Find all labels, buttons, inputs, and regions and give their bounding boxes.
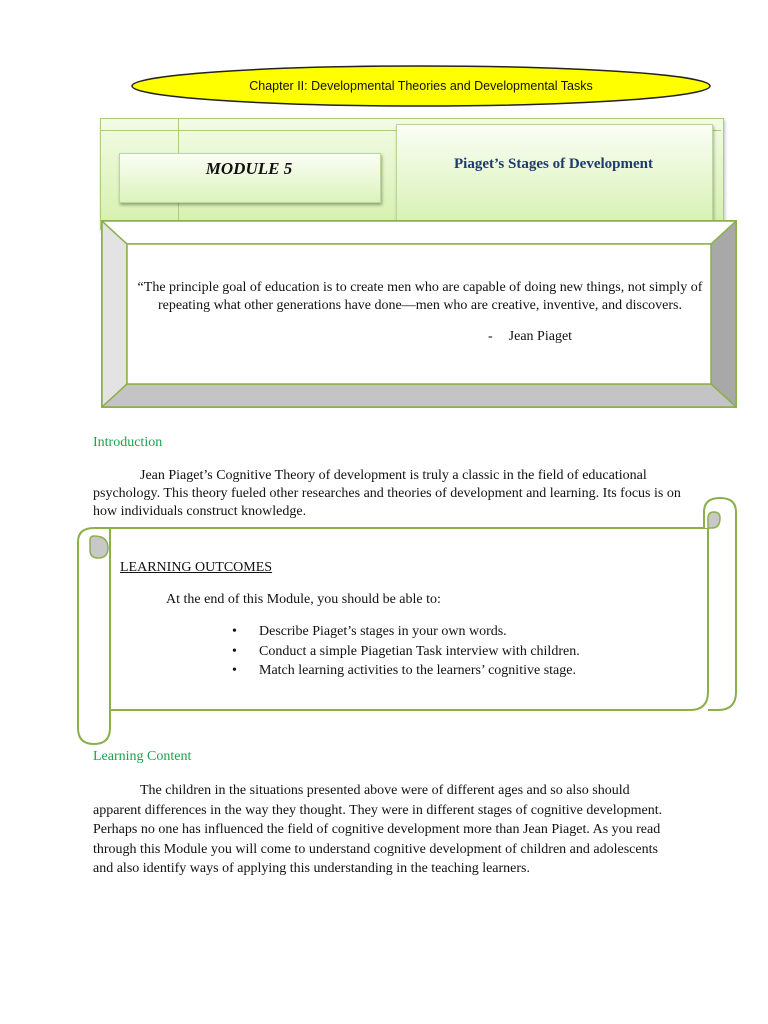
quote-text: “The principle goal of education is to create men who are capable of doing new things, not simply of repeating what other generations have done—men who are creative, inventive, and discovers. bbox=[137, 280, 703, 313]
list-item bbox=[232, 622, 580, 642]
learning-outcomes-title: LEARNING OUTCOMES bbox=[120, 560, 273, 575]
learning-content-paragraph bbox=[93, 781, 673, 879]
quote-attribution bbox=[488, 329, 572, 345]
module-topic-box bbox=[396, 124, 713, 225]
module-label: MODULE 5 bbox=[205, 159, 293, 178]
bullet-icon: • bbox=[232, 663, 237, 678]
learning-outcomes-list bbox=[232, 622, 580, 681]
bullet-icon: • bbox=[232, 643, 237, 659]
list-item-text: Match learning activities to the learners’ cognitive stage. bbox=[259, 663, 576, 678]
chapter-title: Chapter II: Developmental Theories and Developmental Tasks bbox=[249, 79, 593, 93]
bullet-icon: • bbox=[232, 624, 237, 639]
list-item bbox=[232, 642, 580, 662]
quote-author: Jean Piaget bbox=[508, 329, 573, 344]
module-topic: Piaget’s Stages of Development bbox=[454, 156, 653, 172]
introduction-heading: Introduction bbox=[93, 435, 163, 450]
introduction-text: Jean Piaget’s Cognitive Theory of development is truly a classic in the field of educational psychology. This theory fueled other researches and theories of development and learning. Its focus is on how individuals construct knowledge. bbox=[93, 468, 681, 519]
attribution-dash: - bbox=[488, 329, 493, 344]
learning-content-heading: Learning Content bbox=[93, 749, 192, 764]
list-item-text: Describe Piaget’s stages in your own words. bbox=[259, 624, 507, 639]
list-item bbox=[232, 661, 580, 681]
learning-outcomes-lead: At the end of this Module, you should be able to: bbox=[166, 592, 441, 607]
learning-outcomes-scroll bbox=[74, 496, 742, 746]
list-item-text: Conduct a simple Piagetian Task interview with children. bbox=[259, 643, 580, 659]
learning-content-text: The children in the situations presented above were of different ages and so also should apparent differences in the way they thought. They were in different stages of cognitive development. Perhaps no one has influenced the field of cognitive development more than Jean Piaget. As you read through this Module you will come to understand cognitive development of children and adolescents and also identify ways of applying this understanding in the teaching learners. bbox=[93, 783, 663, 876]
